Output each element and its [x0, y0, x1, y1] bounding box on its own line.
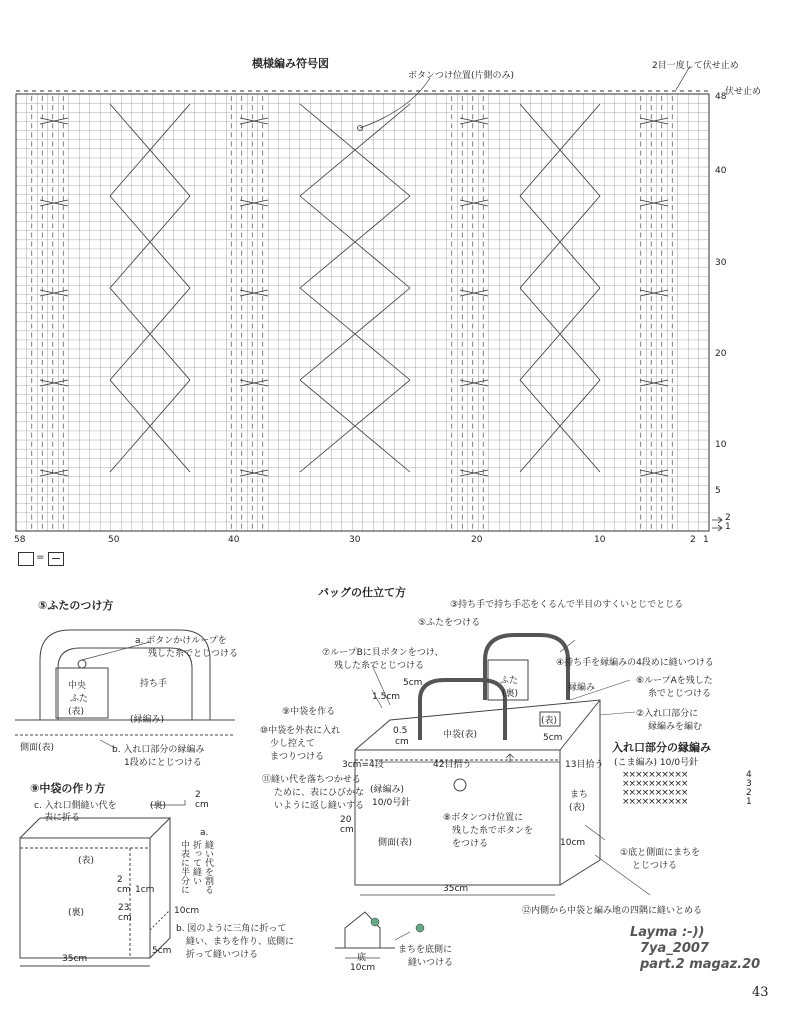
bag-3cm-4rows: 3cm=4段: [342, 760, 384, 770]
inner-title: ⑨中袋の作り方: [30, 782, 106, 795]
bag-step-6b: 糸でとじつける: [648, 689, 712, 699]
bag-step-7a: ⑦ループBに貝ボタンをつけ、: [322, 648, 444, 658]
inner-step-c2: 表に折る: [44, 813, 81, 823]
inner-23cm-unit: cm: [118, 913, 132, 923]
bag-bottom-label: 底: [357, 953, 367, 963]
bag-step-8a: ⑧ボタンつけ位置に: [443, 813, 524, 823]
bag-1-5cm: 1.5cm: [372, 692, 401, 702]
col-label-50: 50: [108, 535, 120, 545]
bag-step-3: ③持ち手で持ち手芯をくるんで半目のすくいとじでとじる: [450, 600, 684, 610]
edging-row-1: 1: [746, 797, 752, 807]
bag-inner-label: 中袋(表): [443, 730, 478, 740]
bag-step-2b: 縁編みを編む: [648, 722, 703, 732]
bag-needle: 10/0号針: [372, 798, 411, 808]
inner-10cm: 10cm: [174, 906, 200, 916]
inner-step-b1: b. 図のように三角に折って: [176, 924, 287, 934]
lid-step-a1: a. ボタンかけループを: [135, 636, 227, 646]
inner-23cm-num: 23: [118, 903, 130, 913]
row-label-1: 1: [725, 522, 731, 532]
inner-2cm-top-num: 2: [195, 790, 201, 800]
bag-step-11a: ⑪縫い代を落ちつかせる: [262, 775, 361, 785]
inner-1cm: 1cm: [135, 885, 155, 895]
col-label-40: 40: [228, 535, 240, 545]
inner-2cm-side-unit: cm: [117, 885, 131, 895]
lid-handle-label: 持ち手: [140, 679, 168, 689]
inner-step-b2: 縫い、まちを作り、底側に: [186, 937, 295, 947]
bag-pick-13: 13目拾う: [565, 760, 604, 770]
inner-omote-label: (表): [78, 856, 95, 866]
button-position-note: ボタンつけ位置(片側のみ): [408, 71, 515, 81]
lid-edge-label: (縁編み): [130, 715, 165, 725]
row-label-40: 40: [715, 166, 727, 176]
bag-5cm-a: 5cm: [403, 678, 423, 688]
bag-step-8c: をつける: [452, 839, 489, 849]
bag-bottom-note1: まちを底側に: [398, 945, 453, 955]
edging-row-1-marks: ××××××××××: [622, 797, 688, 807]
inner-step-a-v3: 縫い代を割る: [203, 840, 213, 894]
row-label-30: 30: [715, 258, 727, 268]
bag-loop-omote: (表): [541, 716, 558, 726]
chart-title: 模様編み符号図: [252, 57, 329, 70]
edging-row-2: 2: [746, 788, 752, 798]
lid-step-a2: 残した糸でとじつける: [148, 649, 239, 659]
bag-10cm: 10cm: [560, 838, 586, 848]
lid-flap-label: ふた: [70, 694, 89, 704]
inner-2cm-top-unit: cm: [195, 800, 209, 810]
inner-step-a-v1: 中表に半分に: [179, 840, 189, 894]
bag-step-9: ⑨中袋を作る: [282, 707, 336, 717]
col-label-2: 2: [690, 535, 696, 545]
edging-title: 入れ口部分の縁編み: [612, 741, 711, 754]
bag-side-label: 側面(表): [378, 838, 413, 848]
lid-center-label: 中央: [68, 681, 87, 691]
lid-step-b1: b. 入れ口部分の縁編み: [112, 745, 205, 755]
row-label-5: 5: [715, 486, 721, 496]
inner-step-a-v2: 折って縫い: [191, 840, 201, 885]
bag-step-1a: ①底と側面にまちを: [620, 848, 701, 858]
bag-step-12: ⑫内側から中袋と編み地の四隅に縫いとめる: [522, 906, 703, 916]
edging-row-3-marks: ××××××××××: [622, 779, 688, 789]
credit-line-2: 7ya_2007: [640, 941, 709, 956]
edging-row-4: 4: [746, 770, 752, 780]
bag-step-1b: とじつける: [632, 861, 678, 871]
inner-step-a: a.: [200, 828, 209, 838]
bag-step-7b: 残した糸でとじつける: [334, 661, 425, 671]
bindoff-note: 伏せ止め: [725, 87, 762, 97]
bag-step-10c: まつりつける: [270, 752, 325, 762]
inner-35cm: 35cm: [62, 954, 88, 964]
bag-step-10b: 少し控えて: [270, 739, 316, 749]
bag-edge-label: 縁編み: [568, 683, 596, 693]
row-label-2: 2: [725, 513, 731, 523]
inner-fold-ura: (裏): [150, 801, 167, 811]
lid-title: ⑤ふたのつけ方: [38, 599, 114, 612]
bag-0-5cm-unit: cm: [395, 737, 409, 747]
legend-equals: =: [36, 552, 45, 563]
inner-5cm: 5cm: [152, 946, 172, 956]
inner-ura-label: (裏): [68, 908, 85, 918]
col-label-58: 58: [14, 535, 26, 545]
edging-subtitle: (こま編み) 10/0号針: [614, 758, 699, 768]
bag-35cm: 35cm: [443, 884, 469, 894]
bag-20cm-unit: cm: [340, 825, 354, 835]
row-label-10: 10: [715, 440, 727, 450]
col-label-20: 20: [471, 535, 483, 545]
col-label-1: 1: [703, 535, 709, 545]
edging-row-3: 3: [746, 779, 752, 789]
credit-line-1: Layma :-)): [630, 925, 705, 940]
credit-line-3: part.2 magaz.20: [640, 957, 761, 972]
bindoff-2-note: 2目一度して伏せ止め: [652, 61, 739, 71]
row-label-48: 48: [715, 92, 727, 102]
bag-step-6a: ⑥ループAを残した: [636, 676, 713, 686]
bag-step-5: ⑤ふたをつける: [418, 618, 481, 628]
bag-step-8b: 残した糸でボタンを: [452, 826, 534, 836]
bag-step-11c: いように返し縫いする: [274, 801, 365, 811]
bag-bottom-10cm: 10cm: [350, 963, 376, 973]
bag-flap-ura: (裏): [502, 689, 519, 699]
lid-step-b2: 1段めにとじつける: [124, 758, 202, 768]
bag-title: バッグの仕立て方: [318, 586, 406, 599]
row-label-20: 20: [715, 349, 727, 359]
page-number: 43: [752, 985, 769, 1000]
bag-step-10a: ⑩中袋を外表に入れ: [260, 726, 341, 736]
bag-step-2a: ②入れ口部分に: [636, 709, 699, 719]
inner-2cm-side-num: 2: [117, 875, 123, 885]
inner-step-b3: 折って縫いつける: [186, 950, 259, 960]
bag-gusset-omote: (表): [569, 803, 586, 813]
bag-5cm-b: 5cm: [543, 733, 563, 743]
col-label-30: 30: [349, 535, 361, 545]
bag-step-11b: ために、表にひびかな: [274, 788, 365, 798]
bag-20cm-num: 20: [340, 815, 352, 825]
edging-row-2-marks: ××××××××××: [622, 788, 688, 798]
bag-pick-42: 42目拾う: [433, 760, 472, 770]
bag-step-4: ④持ち手を縁編みの4段めに縫いつける: [556, 658, 714, 668]
inner-step-c1: c. 入れ口側縫い代を: [34, 801, 117, 811]
bag-0-5cm-num: 0.5: [393, 726, 408, 736]
lid-flap-omote: (表): [68, 707, 85, 717]
col-label-10: 10: [594, 535, 606, 545]
bag-gusset-label: まち: [570, 790, 589, 800]
lid-side-label: 側面(表): [20, 743, 55, 753]
bag-bottom-note2: 縫いつける: [408, 958, 454, 968]
bag-flap-label: ふた: [500, 676, 519, 686]
bag-edge-paren: (縁編み): [370, 785, 405, 795]
edging-row-4-marks: ××××××××××: [622, 770, 688, 780]
